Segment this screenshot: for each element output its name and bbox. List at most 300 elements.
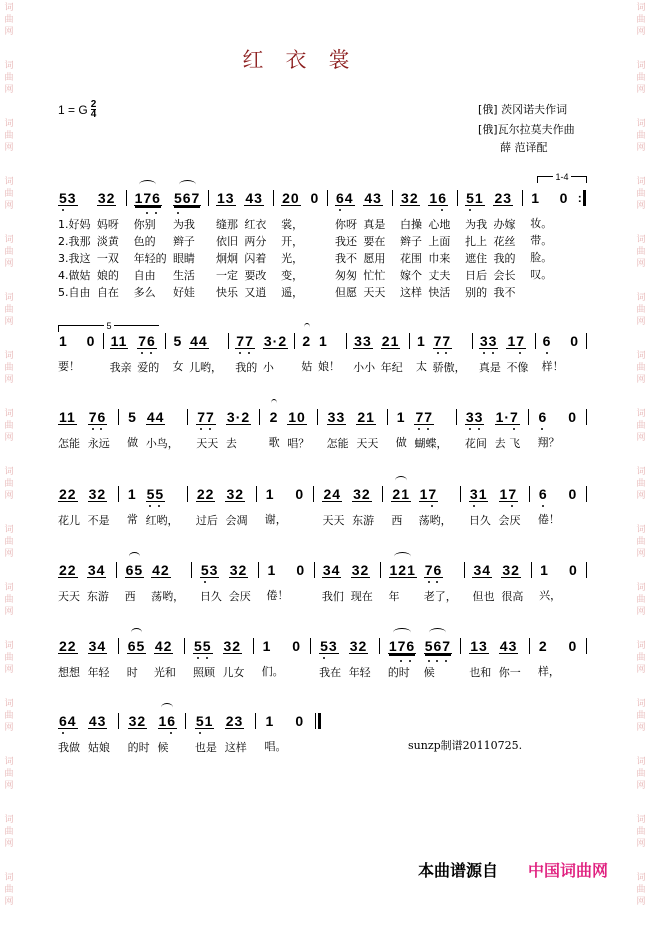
note-group	[569, 333, 580, 375]
lyric: 光和	[153, 666, 176, 679]
note-group	[424, 562, 457, 605]
note-text: 44	[146, 409, 165, 425]
lyric: 娘的	[96, 269, 119, 282]
watermark-char: 曲	[636, 827, 646, 837]
notes	[567, 409, 578, 429]
low-octave-dot	[209, 428, 211, 430]
slur-mark	[394, 552, 411, 561]
notes	[542, 333, 553, 353]
note-group	[538, 486, 560, 528]
lyric: 做	[395, 436, 407, 449]
barline	[116, 562, 118, 580]
watermark-char: 词	[4, 583, 14, 593]
note-text: 6	[538, 486, 548, 502]
lyric: 去 飞	[494, 437, 521, 450]
note-group	[58, 409, 80, 452]
watermark-char: 词	[4, 119, 14, 129]
lyric: 永远	[87, 437, 110, 450]
lyric: 常	[126, 513, 138, 526]
lyric: 花围	[400, 252, 423, 265]
note-text: 65	[125, 562, 144, 578]
note-text: 6	[538, 409, 548, 425]
lyric: 倦！	[266, 589, 289, 602]
watermark-char: 网	[636, 27, 646, 37]
lyric: 老了，	[423, 590, 457, 603]
notes	[322, 486, 342, 502]
watermark-char: 词	[636, 873, 646, 883]
low-octave-dot	[427, 428, 429, 430]
lyric: 东游	[86, 590, 109, 603]
notes	[173, 190, 201, 206]
watermark-char: 曲	[4, 363, 14, 373]
lyric: 日久	[468, 514, 491, 527]
note-text: 76	[88, 409, 107, 425]
notes	[396, 409, 407, 429]
lyric: 5.自由	[58, 286, 91, 299]
watermark-char: 网	[4, 143, 14, 153]
low-octave-dot	[177, 212, 179, 214]
notes	[127, 409, 138, 429]
note-text: 1	[265, 486, 275, 502]
barline	[380, 562, 382, 580]
note-group	[269, 409, 280, 451]
notes	[356, 409, 376, 425]
lyric: 兴，	[539, 589, 562, 602]
low-octave-dot	[513, 428, 515, 430]
lyric: 自由	[133, 269, 156, 282]
note-group	[223, 638, 245, 681]
barline	[258, 562, 260, 580]
notes	[472, 562, 492, 578]
note-group	[225, 486, 247, 529]
notes	[287, 409, 307, 425]
score-system	[58, 486, 588, 529]
note-text: 43	[88, 713, 107, 729]
song-title: 红衣裳	[242, 48, 372, 72]
barline	[187, 409, 189, 427]
slur-mark	[139, 180, 156, 189]
lyric: 怎能	[326, 437, 349, 450]
lyric: 会厌	[228, 590, 251, 603]
note-text: 0	[310, 190, 320, 206]
note-text: 77	[236, 333, 254, 349]
notes	[266, 562, 277, 582]
barline	[386, 409, 388, 427]
lyric: 光，	[281, 252, 304, 265]
note-group	[291, 638, 302, 680]
lyric: 两分	[244, 235, 267, 248]
note-group	[396, 409, 407, 451]
watermark-char: 网	[636, 259, 646, 269]
watermark-char: 曲	[4, 15, 14, 25]
lyric: 想想	[58, 666, 80, 679]
note-text: 33	[354, 333, 372, 349]
lyric: 荡哟，	[151, 590, 185, 603]
notes	[433, 333, 453, 349]
watermark-char: 网	[636, 607, 646, 617]
barline	[530, 562, 532, 580]
lyric: 小鸟，	[145, 437, 179, 450]
lyric: 丈夫	[428, 269, 451, 282]
note-group	[538, 409, 560, 451]
note-group	[294, 486, 305, 528]
lyric: 会长	[493, 269, 516, 282]
note-text: 21	[357, 409, 375, 425]
note-text: 21	[392, 486, 410, 502]
watermark-char: 词	[4, 235, 14, 245]
notes	[154, 638, 174, 654]
lyric: 眼睛	[172, 252, 195, 265]
lyric: 花儿	[58, 514, 80, 527]
lyric: 心地	[428, 218, 451, 231]
watermark-char: 词	[4, 467, 14, 477]
watermark-char: 曲	[4, 421, 14, 431]
note-group	[226, 409, 251, 452]
note-text: 31	[469, 486, 488, 502]
note-text: 0	[292, 638, 301, 654]
watermark-char: 网	[636, 839, 646, 849]
notes	[568, 562, 579, 582]
footer-site-link[interactable]: 中国词曲网	[528, 861, 609, 880]
note-text: 16	[158, 713, 177, 729]
watermark-char: 网	[636, 375, 646, 385]
low-octave-dot	[92, 428, 94, 430]
lyric: 辫子	[172, 235, 195, 248]
watermark-char: 网	[4, 607, 14, 617]
barline	[464, 562, 466, 580]
barline	[165, 333, 167, 351]
note-group	[58, 333, 80, 375]
notes	[363, 190, 383, 206]
low-octave-dot	[478, 428, 480, 430]
lyric: 你一	[498, 666, 521, 679]
note-text: 64	[59, 713, 77, 729]
lyric: 嫁个	[400, 269, 423, 282]
barline	[313, 562, 315, 580]
lyric: 样！	[541, 360, 564, 373]
note-text: 0	[86, 333, 96, 349]
lyric: 我做	[58, 741, 80, 754]
lyric: 闪着	[244, 252, 267, 265]
lyric: 时	[126, 666, 138, 679]
note-group	[88, 409, 110, 452]
note-text: 1	[59, 333, 68, 349]
lyric: 一定	[216, 269, 239, 282]
lyric: 炯炯	[216, 252, 239, 265]
notes	[223, 638, 243, 654]
note-text: 1	[396, 409, 406, 425]
note-text: 53	[59, 190, 77, 206]
slur-mark	[429, 628, 446, 637]
slur-mark	[395, 476, 407, 485]
notes	[127, 486, 138, 506]
notes	[88, 409, 108, 425]
lyric: 蝴蝶，	[414, 437, 448, 450]
notes	[351, 562, 371, 578]
note-text: 53	[320, 638, 338, 654]
notes	[195, 713, 215, 729]
watermark-char: 词	[4, 293, 14, 303]
notes	[353, 333, 373, 349]
note-group	[327, 409, 349, 452]
note-group	[414, 409, 447, 452]
lyric: 辫子	[400, 235, 423, 248]
lyric: 4.做姑	[58, 269, 91, 282]
watermark-char: 网	[4, 27, 14, 37]
lyric: 女	[172, 360, 184, 373]
note-text: 22	[59, 486, 77, 502]
barline	[255, 486, 257, 504]
watermark-char: 网	[636, 491, 646, 501]
lyric: 依旧	[216, 235, 239, 248]
watermark-char: 网	[636, 201, 646, 211]
low-octave-dot	[418, 428, 420, 430]
notes	[530, 190, 541, 210]
note-text: 0	[568, 562, 578, 578]
lyric: 姑	[301, 360, 313, 373]
translator-credit: 薛 范译配	[500, 141, 548, 154]
note-text: 32	[223, 638, 242, 654]
lyric: 我的	[493, 252, 516, 265]
barline	[534, 333, 536, 351]
notes	[265, 486, 276, 506]
lyric: 小	[262, 361, 274, 374]
barline	[408, 333, 410, 351]
notes	[319, 638, 339, 654]
notes	[309, 190, 320, 210]
note-group	[189, 333, 222, 376]
notes	[419, 486, 439, 502]
note-group	[353, 333, 375, 376]
note-text: 22	[59, 562, 77, 578]
lyric: 要在	[363, 235, 386, 248]
lyric: 自在	[96, 286, 119, 299]
notes	[469, 638, 489, 654]
time-signature	[91, 100, 97, 119]
lyric: 要改	[244, 269, 267, 282]
note-text: 5	[128, 409, 137, 425]
low-octave-dot	[199, 732, 201, 734]
notes	[294, 713, 305, 733]
note-group	[499, 638, 521, 681]
lyric: 倦！	[537, 513, 560, 526]
watermark-char: 曲	[4, 131, 14, 141]
barline	[346, 333, 348, 351]
watermark-char: 曲	[636, 363, 646, 373]
note-group	[193, 638, 215, 681]
barline	[317, 409, 319, 427]
watermark-char: 曲	[4, 479, 14, 489]
watermark-char: 网	[4, 433, 14, 443]
note-text: 1	[417, 333, 426, 349]
notes	[151, 562, 171, 578]
lyric: 歌	[268, 436, 280, 449]
lyric: 真是	[478, 361, 501, 374]
lyric: 色的	[133, 235, 156, 248]
lyric: 不是	[87, 514, 110, 527]
lyric: 上面	[428, 235, 451, 248]
key-signature	[58, 100, 96, 119]
low-octave-dot	[62, 732, 64, 734]
lyric: 2.我那	[58, 235, 91, 248]
note-text: 51	[466, 190, 484, 206]
low-octave-dot	[441, 209, 443, 211]
note-text: 1	[267, 562, 277, 578]
note-group	[301, 333, 312, 375]
notes	[291, 638, 302, 658]
lyric: 一双	[96, 252, 119, 265]
note-group	[465, 190, 487, 301]
watermark-char: 曲	[636, 769, 646, 779]
lyric: 儿女	[222, 666, 245, 679]
note-text: 1	[265, 713, 275, 729]
watermark-char: 曲	[636, 885, 646, 895]
lyric: 生活	[172, 269, 195, 282]
barline	[460, 638, 462, 656]
lyric: 的时	[387, 666, 410, 679]
lyric: 年	[388, 590, 400, 603]
notes	[416, 333, 427, 353]
note-text: 44	[190, 333, 208, 349]
low-octave-dot	[428, 581, 430, 583]
low-octave-dot	[100, 428, 102, 430]
barline	[118, 713, 120, 731]
lyric: 这样	[400, 286, 423, 299]
slur-mark	[393, 628, 410, 637]
note-group	[388, 638, 416, 681]
notes	[97, 190, 117, 206]
note-group	[216, 190, 238, 301]
watermark-char: 曲	[636, 537, 646, 547]
lyric: 候	[157, 741, 169, 754]
barline	[455, 409, 457, 427]
notes	[86, 333, 97, 353]
note-group	[88, 486, 110, 529]
lyric: 样，	[537, 665, 560, 678]
watermark-char: 词	[636, 641, 646, 651]
repeat-dots: :	[577, 191, 582, 205]
notes	[226, 409, 251, 425]
slur-mark	[179, 180, 196, 189]
note-text: 32	[229, 562, 248, 578]
watermark-char: 词	[636, 525, 646, 535]
watermark-char: 词	[4, 177, 14, 187]
low-octave-dot	[158, 505, 160, 507]
note-text: 43	[364, 190, 382, 206]
lyric: 又逍	[244, 286, 267, 299]
note-group	[318, 333, 340, 375]
watermark-char: 网	[636, 781, 646, 791]
note-text: 11	[110, 333, 128, 349]
note-group	[58, 486, 80, 529]
note-group	[137, 333, 159, 376]
note-group	[539, 562, 561, 604]
note-group	[538, 638, 560, 680]
note-text: 33	[479, 333, 498, 349]
notes	[216, 190, 236, 206]
watermark-char: 词	[636, 757, 646, 767]
note-text: 43	[245, 190, 263, 206]
watermark-char: 词	[4, 641, 14, 651]
volta-first-ending	[537, 172, 587, 183]
note-text: 0	[296, 562, 306, 578]
lyric	[530, 283, 552, 300]
score-system	[58, 409, 588, 452]
note-text: 32	[128, 713, 147, 729]
notes	[501, 562, 521, 578]
note-text: 1	[531, 190, 540, 206]
note-group	[244, 190, 266, 301]
note-text: 0	[568, 409, 577, 425]
slur-mark	[131, 628, 143, 637]
note-group	[127, 409, 138, 451]
lyric: 我还	[334, 235, 357, 248]
note-text: 2	[538, 638, 548, 654]
note-group	[196, 409, 218, 452]
note-text: 6	[542, 333, 552, 349]
watermark-char: 网	[4, 375, 14, 385]
notes	[137, 333, 157, 349]
notes	[158, 713, 178, 729]
note-group	[110, 333, 132, 376]
barline	[459, 486, 461, 504]
note-group	[349, 638, 371, 681]
score-system	[58, 638, 588, 681]
notes	[58, 713, 78, 729]
watermark-char: 网	[636, 549, 646, 559]
note-group	[469, 638, 491, 681]
notes	[127, 638, 147, 654]
note-text: 567	[173, 190, 201, 206]
note-text: 32	[226, 486, 245, 502]
note-text: 55	[146, 486, 165, 502]
watermark-char: 词	[636, 235, 646, 245]
lyric: 日后	[465, 269, 488, 282]
low-octave-dot	[62, 209, 64, 211]
watermark-char: 词	[4, 873, 14, 883]
note-text: 32	[353, 486, 371, 502]
watermark-char: 词	[4, 525, 14, 535]
watermark-char: 网	[636, 723, 646, 733]
note-group	[127, 486, 138, 528]
notes	[538, 409, 549, 429]
notes	[301, 333, 312, 353]
lyric: 荡哟，	[418, 514, 452, 527]
note-group	[391, 486, 411, 529]
lyric: 做	[127, 436, 139, 449]
low-octave-dot	[542, 505, 544, 507]
notes	[58, 409, 77, 425]
note-text: 2	[302, 333, 312, 349]
watermark-char: 词	[636, 3, 646, 13]
barline	[252, 638, 254, 656]
lyric: 脸。	[530, 251, 553, 264]
score-system	[58, 333, 588, 376]
note-group	[262, 638, 284, 680]
note-group	[264, 713, 286, 755]
note-text: 23	[494, 190, 513, 206]
lyric: 淡黄	[96, 235, 119, 248]
notes	[479, 333, 499, 349]
notes	[244, 190, 264, 206]
final-barline	[313, 713, 323, 731]
watermark-char: 网	[636, 317, 646, 327]
low-octave-dot	[200, 428, 202, 430]
note-group	[172, 333, 183, 375]
lyric: 变，	[281, 269, 304, 282]
watermark-char: 曲	[636, 595, 646, 605]
volta-label: 1-4	[555, 172, 569, 182]
